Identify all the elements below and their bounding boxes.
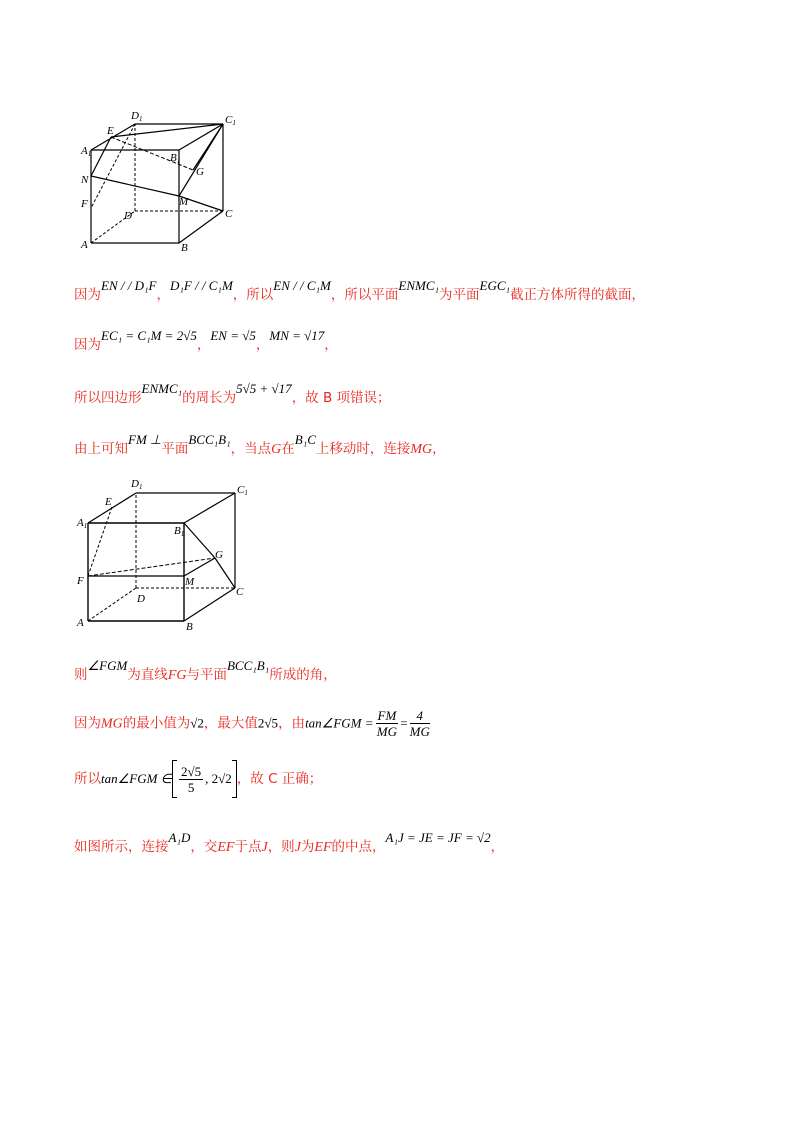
- label-D: D: [137, 593, 145, 605]
- text-line-6: 因为MG的最小值为√2，最大值2√5，由tan∠FGM = $\frac{FM}{MG}$ = $\frac{4}{MG}$: [74, 708, 430, 739]
- cube-figure-1: [75, 108, 245, 256]
- label-B1: B1: [170, 152, 181, 165]
- label-A: A: [81, 239, 88, 251]
- label-B: B: [181, 242, 188, 254]
- label-D1: D1: [131, 478, 143, 491]
- cube-figure-2: [75, 476, 255, 634]
- left-bracket: [172, 760, 177, 798]
- label-C: C: [236, 586, 244, 598]
- label-C1: C1: [237, 484, 248, 497]
- text-line-5: 则∠FGM为直线FG与平面BCC₁B₁所成的角，: [74, 658, 337, 683]
- label-B: B: [186, 621, 193, 633]
- fraction-fm-mg: $\frac{FM}{MG}$: [376, 708, 398, 739]
- text-line-2: 因为EC₁ = C₁M = 2√5，EN = √5，MN = √17，: [74, 328, 338, 353]
- label-C: C: [225, 208, 233, 220]
- fraction-4-mg: $\frac{4}{MG}$: [409, 708, 430, 739]
- label-E: E: [107, 125, 114, 137]
- text-line-4: 由上可知FM ⊥平面BCC₁B₁，当点G在B₁C上移动时，连接MG，: [74, 432, 446, 457]
- label-A1: A1: [77, 517, 88, 530]
- label-A1: A1: [81, 145, 92, 158]
- label-D1: D1: [131, 110, 143, 123]
- label-F: F: [81, 198, 88, 210]
- text-line-7: 所以tan∠FGM ∈ $\frac{2√5}{5}$ , 2√2 ，故 C 正确；: [74, 760, 322, 798]
- label-G: G: [196, 166, 204, 178]
- label-C1: C1: [225, 114, 236, 127]
- label-B1: B1: [174, 525, 185, 538]
- label-F: F: [77, 575, 84, 587]
- text-line-8: 如图所示，连接A₁D，交EF于点J，则J为EF的中点，A₁J = JE = JF = √2，: [74, 830, 505, 855]
- label-D: D: [124, 210, 132, 222]
- label-M: M: [185, 576, 195, 588]
- label-G: G: [215, 549, 223, 561]
- label-A: A: [77, 617, 84, 629]
- text-line-1: 因为EN / / D₁F，D₁F / / C₁M，所以EN / / C₁M，所以平面ENMC₁为平面EGC₁截正方体所得的截面，: [74, 278, 646, 303]
- text-line-3: 所以四边形ENMC₁的周长为5√5 + √17，故 B 项错误；: [74, 381, 391, 406]
- label-N: N: [81, 174, 89, 186]
- label-M: M: [179, 196, 189, 208]
- label-E: E: [105, 496, 112, 508]
- fraction-2sqrt5-5: $\frac{2√5}{5}$: [181, 763, 202, 795]
